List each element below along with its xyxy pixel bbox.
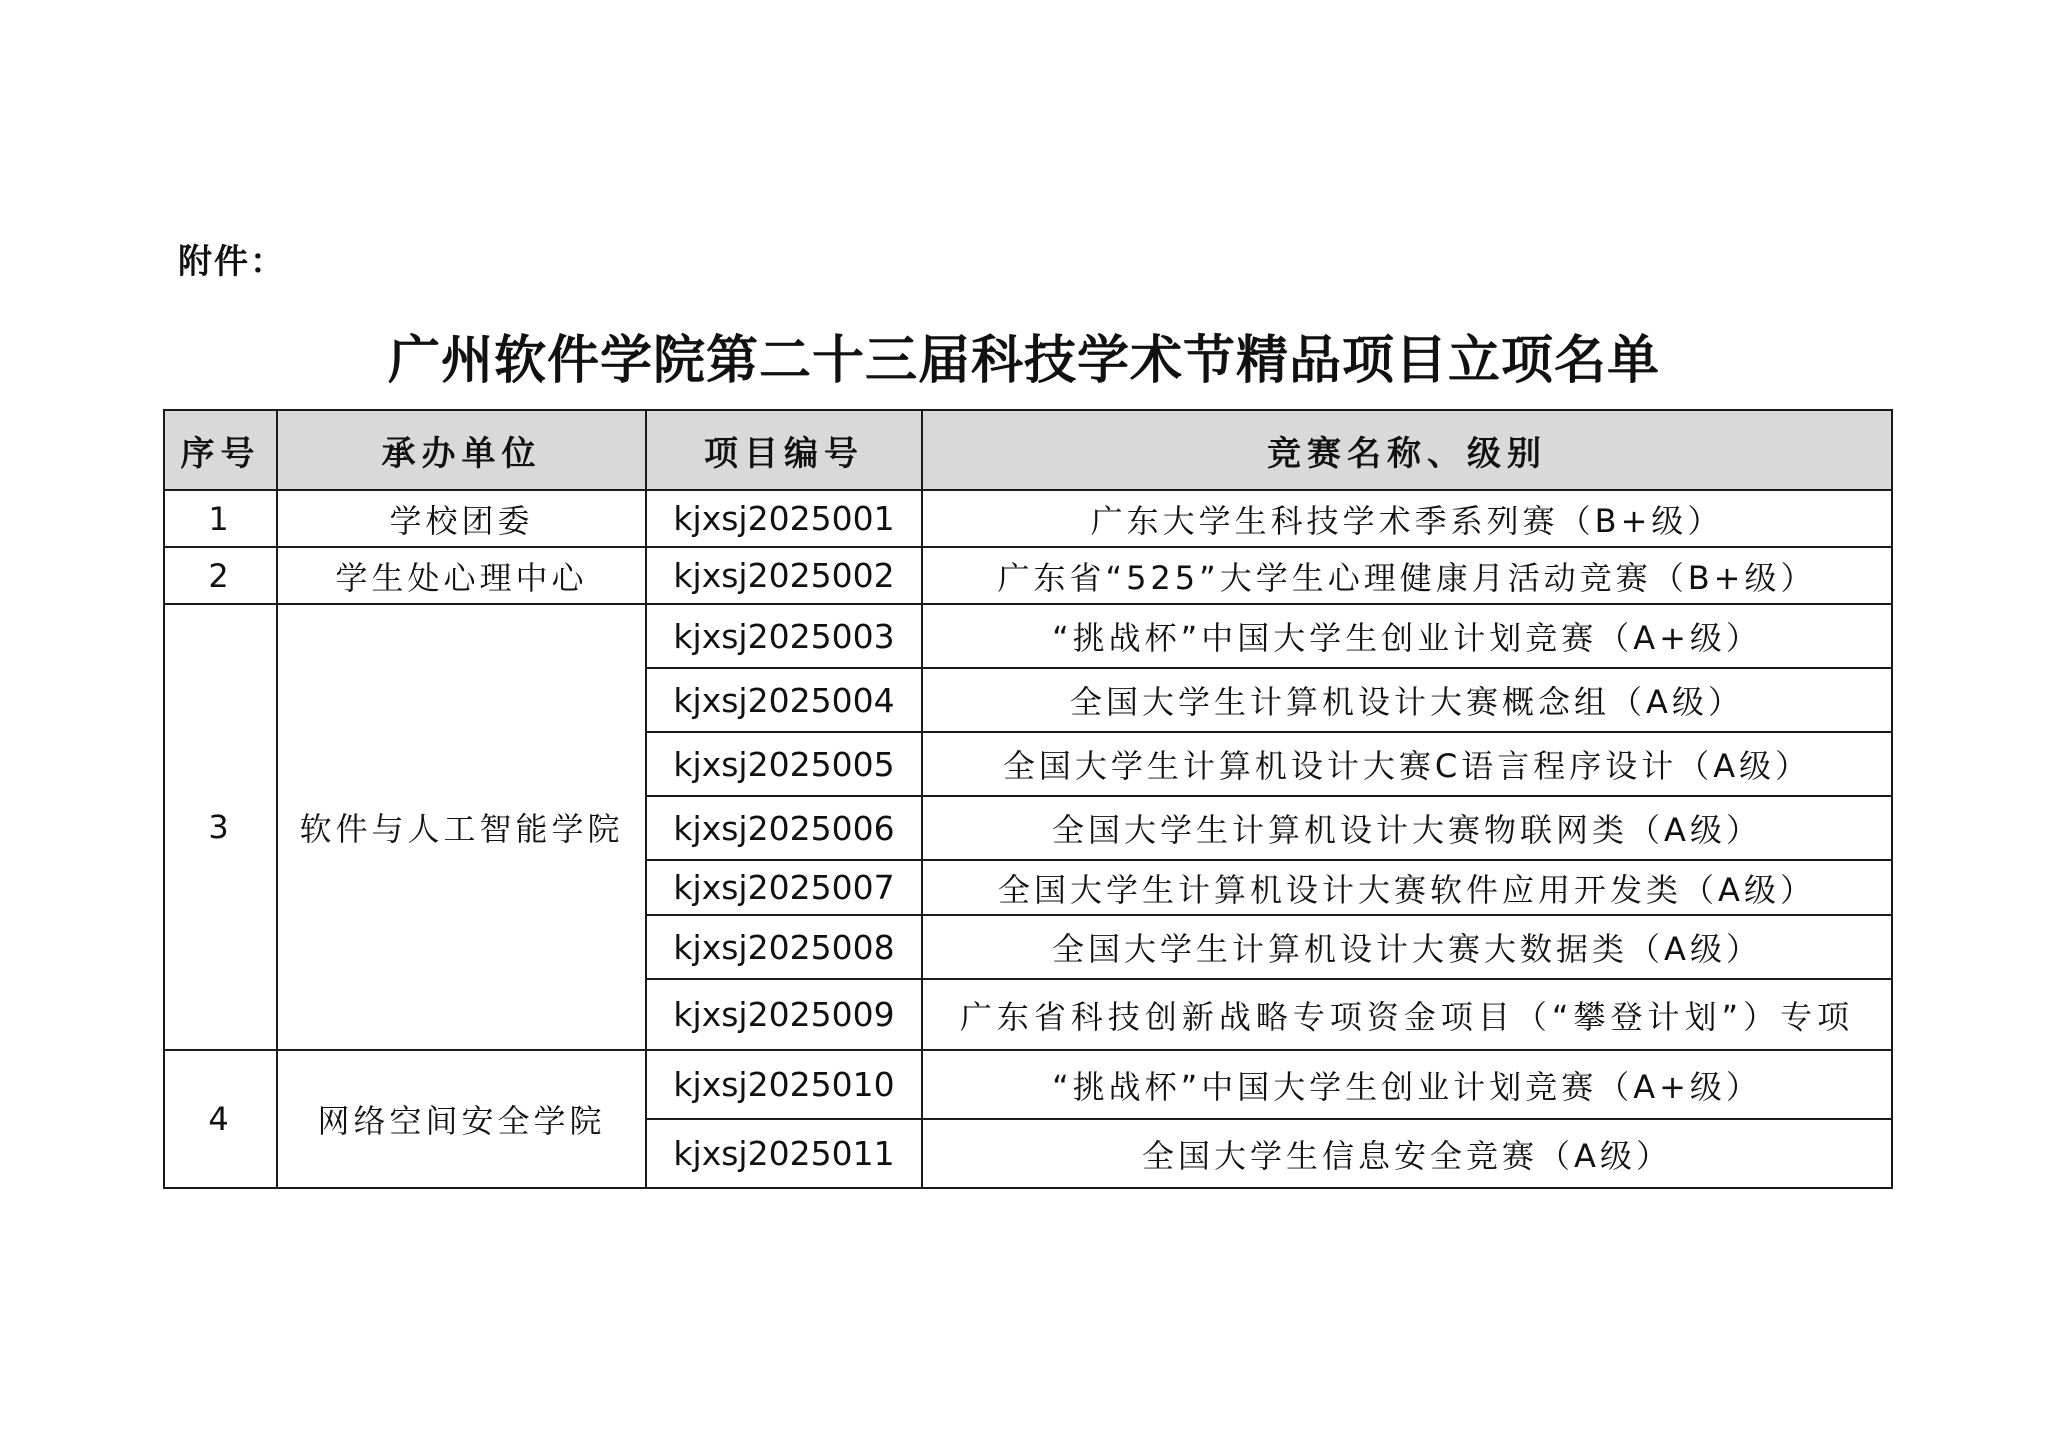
competition-name-cell: 广东省“525”大学生心理健康月活动竞赛（B+级） <box>922 547 1892 604</box>
competition-name-cell: 全国大学生计算机设计大赛软件应用开发类（A级） <box>922 860 1892 915</box>
project-table <box>163 409 1893 1189</box>
seq-cell: 2 <box>164 547 277 604</box>
table-row <box>164 1050 1892 1119</box>
competition-name-cell: 广东大学生科技学术季系列赛（B+级） <box>922 490 1892 547</box>
header-unit: 承办单位 <box>277 410 646 490</box>
competition-name-cell: 全国大学生计算机设计大赛C语言程序设计（A级） <box>922 732 1892 796</box>
table-row <box>164 547 1892 604</box>
unit-cell: 学校团委 <box>277 490 646 547</box>
competition-name-cell: 全国大学生计算机设计大赛大数据类（A级） <box>922 915 1892 979</box>
project-code-cell: kjxsj2025002 <box>646 547 922 604</box>
unit-cell: 网络空间安全学院 <box>277 1050 646 1188</box>
seq-cell: 3 <box>164 604 277 1050</box>
project-code-cell: kjxsj2025009 <box>646 979 922 1050</box>
competition-name-cell: 广东省科技创新战略专项资金项目（“攀登计划”）专项 <box>922 979 1892 1050</box>
project-code-cell: kjxsj2025004 <box>646 668 922 732</box>
header-code: 项目编号 <box>646 410 922 490</box>
project-code-cell: kjxsj2025007 <box>646 860 922 915</box>
competition-name-cell: 全国大学生计算机设计大赛概念组（A级） <box>922 668 1892 732</box>
competition-name-cell: “挑战杯”中国大学生创业计划竞赛（A+级） <box>922 1050 1892 1119</box>
project-code-cell: kjxsj2025001 <box>646 490 922 547</box>
project-code-cell: kjxsj2025011 <box>646 1119 922 1188</box>
project-code-cell: kjxsj2025005 <box>646 732 922 796</box>
table-row <box>164 604 1892 668</box>
attachment-label: 附件： <box>178 242 286 282</box>
competition-name-cell: “挑战杯”中国大学生创业计划竞赛（A+级） <box>922 604 1892 668</box>
project-code-cell: kjxsj2025010 <box>646 1050 922 1119</box>
table-header-row <box>164 410 1892 490</box>
competition-name-cell: 全国大学生计算机设计大赛物联网类（A级） <box>922 796 1892 860</box>
competition-name-cell: 全国大学生信息安全竞赛（A级） <box>922 1119 1892 1188</box>
unit-cell: 学生处心理中心 <box>277 547 646 604</box>
header-name: 竞赛名称、级别 <box>922 410 1892 490</box>
header-seq: 序号 <box>164 410 277 490</box>
table-row <box>164 490 1892 547</box>
project-code-cell: kjxsj2025003 <box>646 604 922 668</box>
seq-cell: 1 <box>164 490 277 547</box>
document-title: 广州软件学院第二十三届科技学术节精品项目立项名单 <box>387 330 1660 391</box>
unit-cell: 软件与人工智能学院 <box>277 604 646 1050</box>
project-code-cell: kjxsj2025008 <box>646 915 922 979</box>
project-code-cell: kjxsj2025006 <box>646 796 922 860</box>
seq-cell: 4 <box>164 1050 277 1188</box>
